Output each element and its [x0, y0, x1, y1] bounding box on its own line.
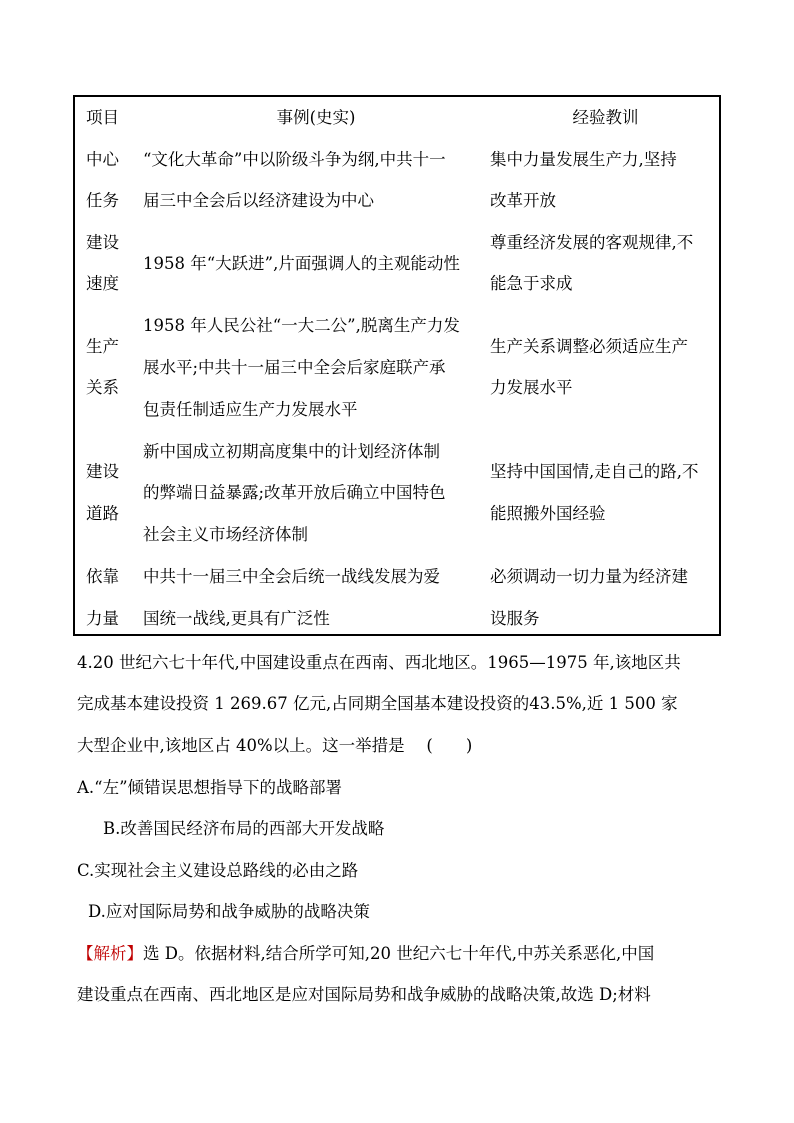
- table-row-4-example: 社会主义市场经济体制: [143, 525, 308, 544]
- table-row-3-lesson: 力发展水平: [490, 378, 573, 397]
- table-row-5-lesson: 必须调动一切力量为经济建: [490, 567, 688, 586]
- table-row-1-example: 届三中全会后以经济建设为中心: [143, 191, 374, 210]
- table-row-4-item: 建设: [86, 462, 119, 481]
- table-row-3-example: 展水平;中共十一届三中全会后家庭联产承: [143, 358, 446, 377]
- table-row-3-example: 包责任制适应生产力发展水平: [143, 400, 358, 419]
- table-row-5-item: 力量: [86, 609, 119, 628]
- table-row-2-item: 建设: [86, 233, 119, 252]
- table-row-4-example: 的弊端日益暴露;改革开放后确立中国特色: [143, 483, 446, 502]
- table-row-5-example: 国统一战线,更具有广泛性: [143, 609, 330, 628]
- table-row-1-example: “文化大革命”中以阶级斗争为纲,中共十一: [143, 150, 446, 169]
- table-header-example: 事例(史实): [276, 108, 356, 127]
- table-row-4-example: 新中国成立初期高度集中的计划经济体制: [143, 442, 440, 461]
- question-stem-line: 4.20 世纪六七十年代,中国建设重点在西南、西北地区。1965—1975 年,该地区共: [77, 653, 681, 672]
- table-row-5-example: 中共十一届三中全会后统一战线发展为爱: [143, 567, 440, 586]
- table-row-3-lesson: 生产关系调整必须适应生产: [490, 337, 688, 356]
- table-row-2-item: 速度: [86, 274, 119, 293]
- analysis-text: 选 D。依据材料,结合所学可知,20 世纪六七十年代,中苏关系恶化,中国: [143, 944, 655, 963]
- analysis-line: 建设重点在西南、西北地区是应对国际局势和战争威胁的战略决策,故选 D;材料: [77, 985, 651, 1004]
- table-row-3-item: 生产: [86, 337, 119, 356]
- table-row-1-lesson: 集中力量发展生产力,坚持: [490, 150, 677, 169]
- table-row-5-item: 依靠: [86, 567, 119, 586]
- option-b: B.改善国民经济布局的西部大开发战略: [103, 819, 385, 838]
- table-row-5-lesson: 设服务: [490, 609, 540, 628]
- table-row-2-example: 1958 年“大跃进”,片面强调人的主观能动性: [143, 254, 460, 273]
- option-a: A.“左”倾错误思想指导下的战略部署: [77, 778, 343, 797]
- question-stem-line: 大型企业中,该地区占 40%以上。这一举措是 ( ): [77, 736, 473, 755]
- table-row-4-lesson: 能照搬外国经验: [490, 504, 606, 523]
- option-d: D.应对国际局势和战争威胁的战略决策: [88, 902, 370, 921]
- table-row-2-lesson: 能急于求成: [490, 274, 573, 293]
- table-row-1-item: 任务: [86, 191, 119, 210]
- question-stem-line: 完成基本建设投资 1 269.67 亿元,占同期全国基本建设投资的43.5%,近 1 500 家: [77, 694, 678, 713]
- comparison-table: [73, 95, 721, 636]
- table-row-3-item: 关系: [86, 378, 119, 397]
- analysis-line: [77, 933, 654, 974]
- table-row-3-example: 1958 年人民公社“一大二公”,脱离生产力发: [143, 316, 460, 335]
- table-row-4-item: 道路: [86, 504, 119, 523]
- table-row-1-item: 中心: [86, 150, 119, 169]
- table-header-lesson: 经验教训: [572, 108, 639, 127]
- option-c: C.实现社会主义建设总路线的必由之路: [77, 861, 359, 880]
- table-row-1-lesson: 改革开放: [490, 191, 556, 210]
- table-header-item: 项目: [86, 108, 119, 127]
- analysis-tag: 【解析】: [77, 944, 143, 963]
- table-row-2-lesson: 尊重经济发展的客观规律,不: [490, 233, 694, 252]
- table-row-4-lesson: 坚持中国国情,走自己的路,不: [490, 462, 699, 481]
